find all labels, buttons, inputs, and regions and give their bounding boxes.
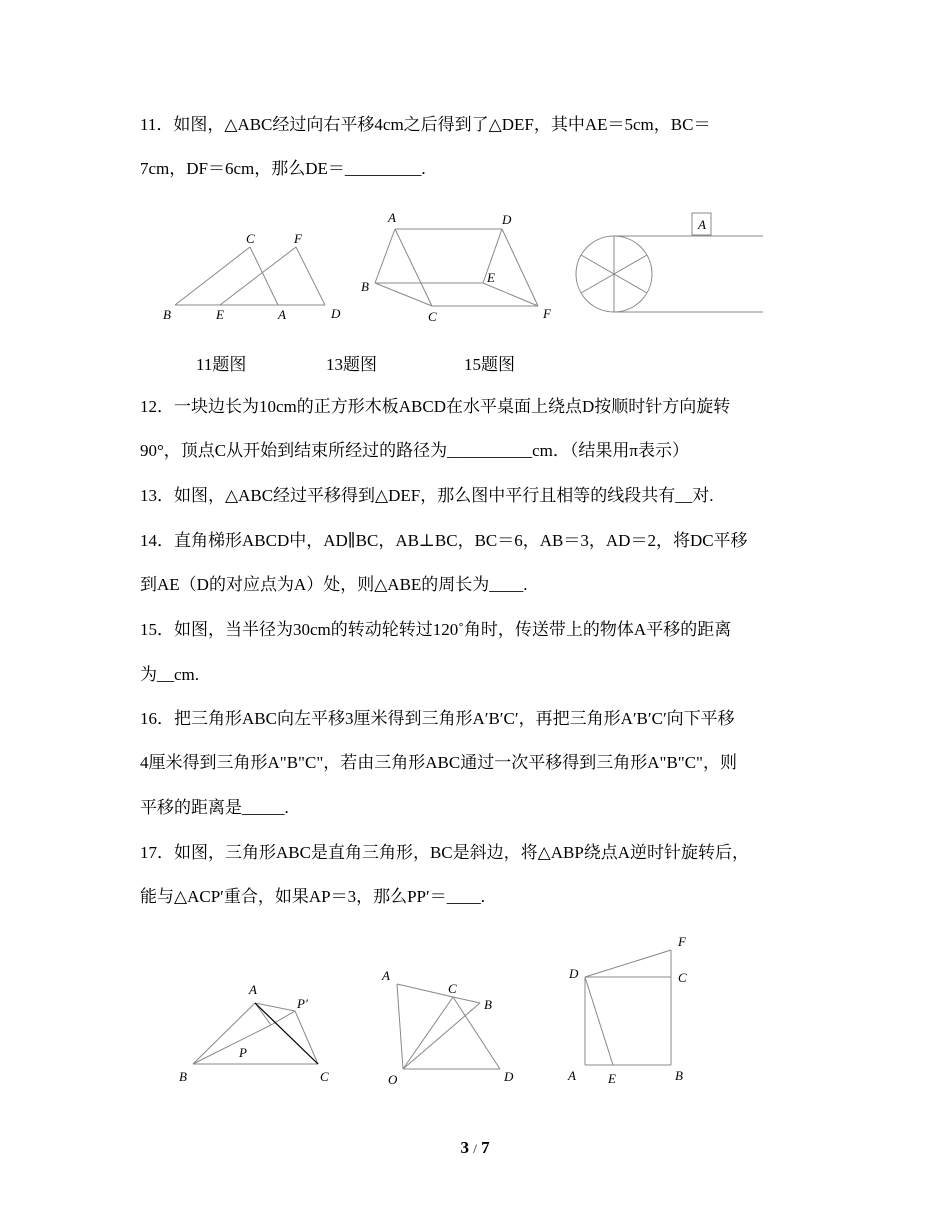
- figure-15-svg: [570, 210, 770, 320]
- figright-label-E: E: [608, 1071, 616, 1086]
- figright-label-F: F: [678, 934, 686, 949]
- fig13-label-C: C: [428, 309, 437, 324]
- fig11-label-A: A: [278, 307, 286, 322]
- fig17-label-P: P: [239, 1045, 247, 1060]
- figure-17-svg: [170, 975, 345, 1090]
- caption-fig-15: 15题图: [464, 355, 515, 374]
- caption-fig-11: 11题图: [196, 355, 247, 374]
- fig13-label-E: E: [487, 270, 495, 285]
- figure-17: [170, 975, 345, 1090]
- question-14-line-1: 14．直角梯形ABCD中，AD∥BC，AB⊥BC，BC＝6，AB＝3，AD＝2，将DC平移: [140, 531, 748, 550]
- fig11-label-B: B: [163, 307, 171, 322]
- question-17-line-2: 能与△ACP′重合，如果AP＝3，那么PP′＝____.: [140, 887, 485, 906]
- fig13-label-B: B: [361, 279, 369, 294]
- figmid-label-A: A: [382, 968, 390, 983]
- figmid-label-B: B: [484, 997, 492, 1012]
- fig13-label-F: F: [543, 306, 551, 321]
- fig13-label-D: D: [502, 212, 512, 227]
- question-17-line-1: 17．如图，三角形ABC是直角三角形，BC是斜边，将△ABP绕点A逆时针旋转后，: [140, 843, 750, 862]
- page-number: [0, 1138, 950, 1158]
- caption-fig-13: 13题图: [326, 355, 377, 374]
- fig17-label-B: B: [179, 1069, 187, 1084]
- question-16-line-1: 16．把三角形ABC向左平移3厘米得到三角形A′B′C′，再把三角形A′B′C′向下平移: [140, 709, 735, 728]
- fig11-label-C: C: [246, 231, 255, 246]
- question-15-line-2: 为__cm.: [140, 665, 200, 684]
- figright-label-D: D: [569, 966, 579, 981]
- question-14-line-2: 到AE（D的对应点为A）处，则△ABE的周长为____.: [140, 575, 528, 594]
- figure-13: [355, 208, 565, 328]
- question-15-line-1: 15．如图，当半径为30cm的转动轮转过120˚角时，传送带上的物体A平移的距离: [140, 620, 732, 639]
- fig11-label-F: F: [294, 231, 302, 246]
- figure-11-svg: [160, 225, 350, 330]
- figmid-label-D: D: [504, 1069, 514, 1084]
- figright-label-C: C: [678, 970, 687, 985]
- figure-square-right: [560, 930, 710, 1090]
- question-16-line-3: 平移的距离是_____.: [140, 798, 289, 817]
- figmid-label-O: O: [388, 1072, 398, 1087]
- question-16-line-2: 4厘米得到三角形A"B"C"，若由三角形ABC通过一次平移得到三角形A"B"C"，则: [140, 753, 737, 772]
- fig17-label-Pprime: P′: [297, 996, 308, 1011]
- question-11-line-1: 11．如图，△ABC经过向右平移4cm之后得到了△DEF，其中AE＝5cm，BC＝: [140, 115, 711, 134]
- figure-rotation-middle-svg: [375, 960, 525, 1090]
- figright-label-B: B: [675, 1068, 683, 1083]
- fig15-label-A: A: [698, 217, 706, 232]
- fig17-label-C: C: [320, 1069, 329, 1084]
- figmid-label-C: C: [448, 981, 457, 996]
- question-12-line-2: 90°，顶点C从开始到结束所经过的路径为__________cm．（结果用π表示）: [140, 441, 689, 460]
- page-total: 7: [481, 1138, 490, 1157]
- figure-rotation-middle: [375, 960, 525, 1090]
- figure-13-svg: [355, 208, 565, 328]
- figure-15: [570, 210, 770, 320]
- question-13-line-1: 13．如图，△ABC经过平移得到△DEF，那么图中平行且相等的线段共有__对.: [140, 486, 714, 505]
- figure-square-right-svg: [560, 930, 710, 1090]
- figure-11: [160, 225, 350, 330]
- page-separator: /: [473, 1141, 477, 1156]
- question-11-line-2: 7cm，DF＝6cm，那么DE＝_________.: [140, 159, 426, 178]
- question-12-line-1: 12．一块边长为10cm的正方形木板ABCD在水平桌面上绕点D按顺时针方向旋转: [140, 397, 731, 416]
- fig11-label-D: D: [331, 306, 341, 321]
- fig13-label-A: A: [388, 210, 396, 225]
- fig11-label-E: E: [216, 307, 224, 322]
- page-current: 3: [460, 1138, 469, 1157]
- fig17-label-A: A: [249, 982, 257, 997]
- figright-label-A: A: [568, 1068, 576, 1083]
